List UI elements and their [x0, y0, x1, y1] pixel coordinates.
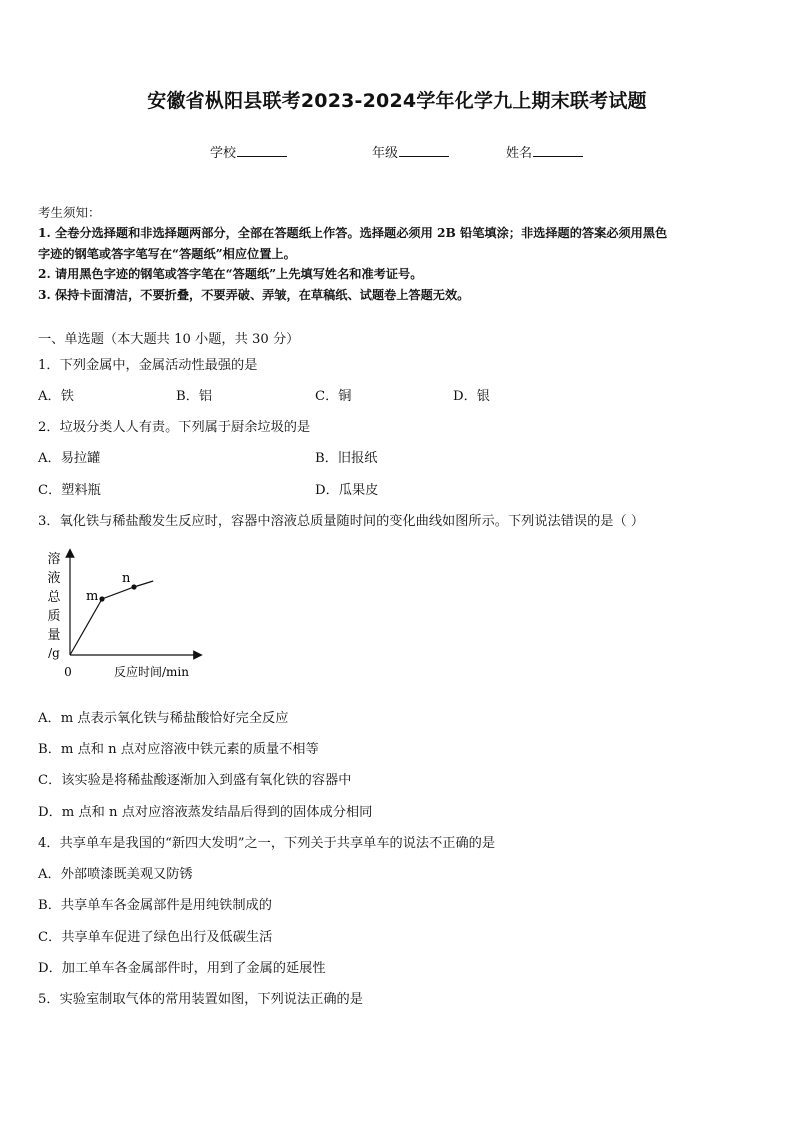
q3-ylabel-group [47, 551, 61, 660]
notice-item-2: 2. 请用黑色字迹的钢笔或答字笔在“答题纸”上先填写姓名和准考证号。 [38, 267, 423, 281]
notice-item-1-line-1: 1. 全卷分选择题和非选择题两部分，全部在答题纸上作答。选择题必须用 2B 铅笔填涂；非选择题的答案必须用黑色 [38, 226, 668, 240]
q1-option-d[interactable]: D．银 [453, 389, 490, 404]
q3-ylabel-char-4: 质 [47, 609, 61, 624]
q4-option-b[interactable]: B．共享单车各金属部件是用纯铁制成的 [38, 898, 272, 913]
school-label: 学校 [210, 146, 237, 161]
school-field[interactable] [210, 142, 287, 161]
q2-option-d[interactable]: D．瓜果皮 [315, 483, 379, 498]
q1-option-c[interactable]: C．铜 [315, 389, 352, 404]
notice-item-1-line-2: 字迹的钢笔或答字笔写在“答题纸”相应位置上。 [38, 247, 296, 261]
q3-point-n [131, 584, 136, 589]
q3-option-c[interactable]: C．该实验是将稀盐酸逐渐加入到盛有氧化铁的容器中 [38, 773, 352, 788]
q3-point-m [99, 596, 104, 601]
grade-blank[interactable] [399, 144, 449, 157]
q3-ylabel-unit: /g [48, 646, 60, 660]
q4-option-a[interactable]: A．外部喷漆既美观又防锈 [38, 867, 193, 882]
q1-option-b[interactable]: B．铝 [176, 389, 213, 404]
section-heading: 一、单选题（本大题共 10 小题，共 30 分） [38, 332, 300, 347]
q2-option-b[interactable]: B．旧报纸 [315, 451, 378, 466]
notice-item-3: 3. 保持卡面清洁，不要折叠，不要弄破、弄皱，在草稿纸、试题卷上答题无效。 [38, 288, 470, 302]
q3-xlabel: 反应时间/min [114, 665, 189, 679]
q3-origin-label: 0 [64, 665, 72, 679]
q3-option-a[interactable]: A．m 点表示氧化铁与稀盐酸恰好完全反应 [38, 711, 289, 726]
q1-option-a[interactable]: A．铁 [38, 389, 74, 404]
school-blank[interactable] [237, 144, 287, 157]
question-4-stem: 4．共享单车是我国的“新四大发明”之一，下列关于共享单车的说法不正确的是 [38, 836, 496, 851]
q3-ylabel-char-1: 溶 [47, 552, 61, 567]
q3-point-label-m: m [86, 589, 99, 604]
name-label: 姓名 [506, 146, 533, 161]
name-blank[interactable] [533, 144, 583, 157]
q3-curve [70, 581, 153, 655]
q2-option-a[interactable]: A．易拉罐 [38, 451, 101, 466]
q2-option-c[interactable]: C．塑料瓶 [38, 483, 101, 498]
question-5-stem: 5．实验室制取气体的常用装置如图，下列说法正确的是 [38, 992, 363, 1007]
grade-label: 年级 [372, 146, 399, 161]
grade-field[interactable] [372, 142, 449, 161]
notice-heading: 考生须知： [38, 205, 101, 220]
question-1-stem: 1．下列金属中，金属活动性最强的是 [38, 358, 258, 373]
q3-option-b[interactable]: B．m 点和 n 点对应溶液中铁元素的质量不相等 [38, 742, 319, 757]
q3-ylabel-char-5: 量 [47, 628, 61, 643]
q3-chart [40, 545, 210, 685]
q3-ylabel-char-3: 总 [47, 590, 61, 605]
page-title: 安徽省枞阳县联考2023-2024学年化学九上期末联考试题 [147, 90, 647, 112]
question-2-stem: 2．垃圾分类人人有责。下列属于厨余垃圾的是 [38, 420, 311, 435]
q3-point-label-n: n [122, 571, 131, 586]
q3-option-d[interactable]: D．m 点和 n 点对应溶液蒸发结晶后得到的固体成分相同 [38, 805, 373, 820]
name-field[interactable] [506, 142, 583, 161]
q4-option-d[interactable]: D．加工单车各金属部件时，用到了金属的延展性 [38, 961, 326, 976]
q4-option-c[interactable]: C．共享单车促进了绿色出行及低碳生活 [38, 930, 273, 945]
question-3-stem: 3．氧化铁与稀盐酸发生反应时，容器中溶液总质量随时间的变化曲线如图所示。下列说法错误的是（ ） [38, 514, 645, 529]
q3-ylabel-char-2: 液 [47, 571, 61, 586]
